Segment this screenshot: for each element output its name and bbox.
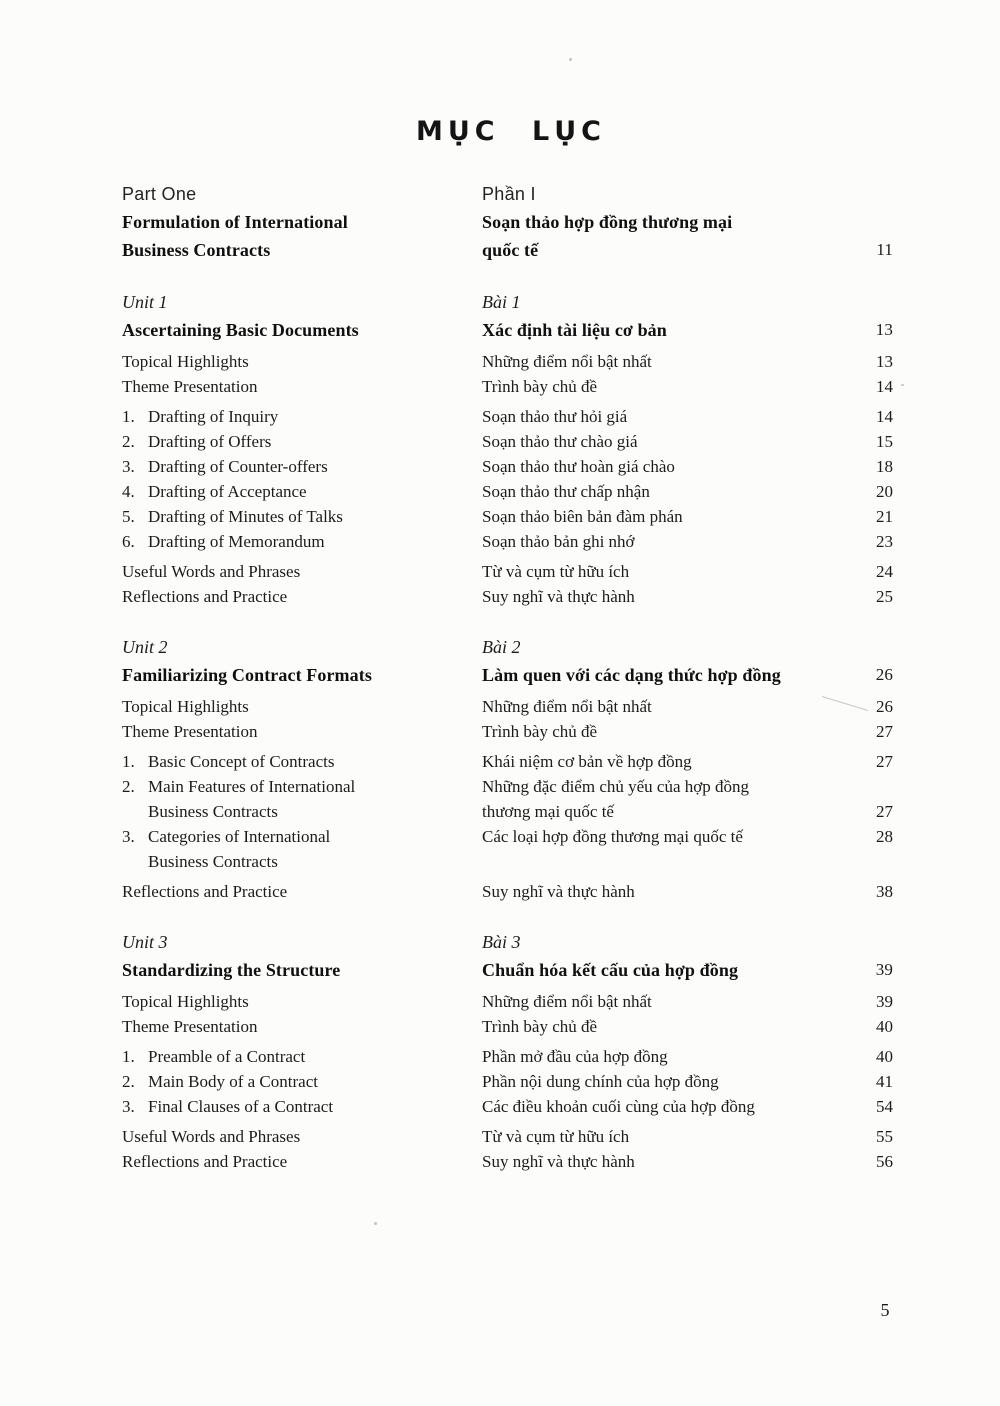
- toc-entry-vietnamese-text: Bài 2: [482, 637, 521, 657]
- toc-entry-english: [122, 180, 482, 208]
- toc-entry-english-text: Topical Highlights: [122, 992, 249, 1011]
- toc-entry-english: [122, 208, 482, 236]
- toc-entry-page-text: 24: [876, 562, 893, 581]
- toc-row: [122, 1094, 893, 1119]
- toc-entry-english: [122, 774, 482, 799]
- toc-entry-page: [843, 559, 893, 584]
- toc-entry-vietnamese-text: Những điểm nổi bật nhất: [482, 697, 652, 716]
- toc-entry-page: [843, 1014, 893, 1039]
- toc-entry-number: 2.: [122, 1072, 135, 1091]
- toc-entry-english-text: Drafting of Acceptance: [148, 482, 307, 501]
- toc-entry-english: [122, 1094, 482, 1119]
- toc-entry-vietnamese-text: Phần mở đầu của hợp đồng: [482, 1047, 668, 1066]
- toc-entry-english: [122, 661, 482, 689]
- toc-header-row: [122, 633, 893, 661]
- toc-entry-vietnamese-text: Chuẩn hóa kết cấu của hợp đồng: [482, 960, 739, 980]
- toc-entry-english-text: Useful Words and Phrases: [122, 562, 301, 581]
- toc-entry-page: [843, 1044, 893, 1069]
- toc-entry-vietnamese: [482, 529, 843, 554]
- toc-entry-english-text: Ascertaining Basic Documents: [122, 320, 359, 340]
- toc-entry-vietnamese-text: Suy nghĩ và thực hành: [482, 1152, 635, 1171]
- toc-entry-english: [122, 429, 482, 454]
- toc-entry-vietnamese: [482, 824, 843, 849]
- toc-group: [122, 404, 893, 554]
- toc-entry-page-text: 13: [876, 352, 893, 371]
- toc-entry-page-text: 39: [875, 960, 893, 979]
- toc-entry-english-text: Theme Presentation: [122, 377, 258, 396]
- toc-entry-english: [122, 479, 482, 504]
- toc-entry-page: [843, 180, 893, 208]
- toc-section-header: [122, 180, 893, 264]
- toc-entry-english: [122, 956, 482, 984]
- toc-entry-vietnamese-text: Suy nghĩ và thực hành: [482, 587, 635, 606]
- toc-entry-vietnamese-text: Soạn thảo thư hoàn giá chào: [482, 457, 675, 476]
- toc-row: [122, 799, 893, 824]
- toc-entry-page-text: 40: [876, 1017, 893, 1036]
- toc-entry-english-text: Business Contracts: [148, 802, 278, 821]
- toc-entry-page: [843, 661, 893, 689]
- toc-entry-page-text: 18: [876, 457, 893, 476]
- toc-entry-english-text: Theme Presentation: [122, 1017, 258, 1036]
- toc-entry-english-text: Theme Presentation: [122, 722, 258, 741]
- toc-row: [122, 879, 893, 904]
- toc-entry-english: [122, 288, 482, 316]
- toc-row: [122, 1044, 893, 1069]
- toc-entry-vietnamese-text: Phần nội dung chính của hợp đồng: [482, 1072, 719, 1091]
- toc-entry-page: [843, 799, 893, 824]
- toc-entry-english: [122, 928, 482, 956]
- toc-entry-english-text: Main Body of a Contract: [148, 1072, 318, 1091]
- toc-entry-english-text: Unit 2: [122, 637, 168, 657]
- scan-speck-artifact: [569, 58, 572, 61]
- toc-header-row: [122, 956, 893, 984]
- toc-entry-number: 5.: [122, 507, 135, 526]
- toc-entry-page: [843, 956, 893, 984]
- toc-entry-english-text: Basic Concept of Contracts: [148, 752, 335, 771]
- toc-entry-english-text: Preamble of a Contract: [148, 1047, 306, 1066]
- toc-entry-vietnamese: [482, 799, 843, 824]
- toc-row: [122, 824, 893, 849]
- toc-entry-page: [843, 454, 893, 479]
- toc-entry-vietnamese-text: Khái niệm cơ bản về hợp đồng: [482, 752, 692, 771]
- toc-row: [122, 374, 893, 399]
- toc-entry-page: [843, 1094, 893, 1119]
- toc-entry-english-text: Standardizing the Structure: [122, 960, 341, 980]
- toc-entry-english-text: Unit 3: [122, 932, 168, 952]
- toc-row: [122, 694, 893, 719]
- toc-row: [122, 454, 893, 479]
- toc-entry-english-text: Drafting of Offers: [148, 432, 272, 451]
- toc-entry-page-text: 26: [876, 697, 893, 716]
- toc-entry-vietnamese: [482, 633, 843, 661]
- toc-entry-page: [843, 479, 893, 504]
- toc-entry-page: [843, 1149, 893, 1174]
- toc-row: [122, 989, 893, 1014]
- scan-speck-artifact: [374, 1222, 377, 1225]
- toc-entry-vietnamese: [482, 559, 843, 584]
- toc-entry-vietnamese-text: Từ và cụm từ hữu ích: [482, 1127, 630, 1146]
- toc-entry-english-text: Final Clauses of a Contract: [148, 1097, 334, 1116]
- toc-entry-vietnamese: [482, 208, 843, 236]
- toc-entry-page: [843, 374, 893, 399]
- toc-entry-page: [843, 928, 893, 956]
- toc-entry-english-text: Business Contracts: [148, 852, 278, 871]
- toc-entry-english: [122, 879, 482, 904]
- toc-entry-vietnamese: [482, 1014, 843, 1039]
- toc-entry-english-text: Topical Highlights: [122, 697, 249, 716]
- toc-entry-page-text: 15: [876, 432, 893, 451]
- toc-header-row: [122, 288, 893, 316]
- toc-entry-english: [122, 559, 482, 584]
- toc-entry-page-text: 56: [876, 1152, 893, 1171]
- toc-entry-english-text: Drafting of Memorandum: [148, 532, 325, 551]
- toc-row: [122, 559, 893, 584]
- toc-entry-vietnamese: [482, 180, 843, 208]
- toc-entry-page-text: 55: [876, 1127, 893, 1146]
- toc-entry-vietnamese: [482, 374, 843, 399]
- toc-entry-vietnamese-text: Suy nghĩ và thực hành: [482, 882, 635, 901]
- toc-entry-page-text: 11: [876, 240, 893, 259]
- toc-row: [122, 479, 893, 504]
- toc-row: [122, 1124, 893, 1149]
- page-number: 5: [880, 1300, 890, 1320]
- toc-header-row: [122, 928, 893, 956]
- toc-entry-page: [843, 774, 893, 799]
- toc-row: [122, 529, 893, 554]
- toc-row: [122, 774, 893, 799]
- page-title: MỤC LỤC: [416, 116, 606, 147]
- toc-entry-page: [843, 1124, 893, 1149]
- toc-entry-page-text: 26: [875, 665, 893, 684]
- toc-row: [122, 1149, 893, 1174]
- toc-entry-vietnamese: [482, 584, 843, 609]
- toc-section-part-one: [122, 180, 893, 264]
- toc-entry-english: [122, 633, 482, 661]
- toc-entry-page: [843, 849, 893, 874]
- toc-entry-english: [122, 529, 482, 554]
- toc-entry-english: [122, 749, 482, 774]
- toc-entry-english-text: Categories of International: [148, 827, 331, 846]
- toc-entry-vietnamese: [482, 404, 843, 429]
- toc-entry-vietnamese: [482, 1124, 843, 1149]
- toc-entry-page-text: 27: [876, 752, 893, 771]
- toc-entry-english-text: Drafting of Minutes of Talks: [148, 507, 343, 526]
- toc-entry-vietnamese-text: Các điều khoản cuối cùng của hợp đồng: [482, 1097, 755, 1116]
- toc-group: [122, 1124, 893, 1174]
- toc-entry-english: [122, 236, 482, 264]
- toc-entry-vietnamese: [482, 504, 843, 529]
- toc-section-header: [122, 288, 893, 344]
- toc-entry-page: [843, 584, 893, 609]
- toc-entry-english: [122, 1149, 482, 1174]
- toc-entry-vietnamese: [482, 879, 843, 904]
- toc-entry-page: [843, 694, 893, 719]
- toc-row: [122, 849, 893, 874]
- toc-entry-vietnamese: [482, 774, 843, 799]
- toc-entry-english-text: Drafting of Inquiry: [148, 407, 279, 426]
- toc-entry-page-text: 27: [876, 722, 893, 741]
- toc-entry-page: [843, 288, 893, 316]
- toc-entry-vietnamese: [482, 928, 843, 956]
- toc-entry-vietnamese-text: Soạn thảo biên bản đàm phán: [482, 507, 683, 526]
- toc-entry-page-text: 28: [876, 827, 893, 846]
- toc-entry-vietnamese-text: Những đặc điểm chủ yếu của hợp đồng: [482, 777, 749, 796]
- toc-entry-page: [843, 504, 893, 529]
- toc-group: [122, 349, 893, 399]
- toc-entry-page-text: 14: [876, 377, 893, 396]
- toc-entry-english: [122, 1044, 482, 1069]
- toc-entry-vietnamese: [482, 661, 843, 689]
- toc-entry-english: [122, 374, 482, 399]
- toc-entry-page-text: 39: [876, 992, 893, 1011]
- toc-row: [122, 1069, 893, 1094]
- toc-entry-page: [843, 429, 893, 454]
- toc-entry-english: [122, 349, 482, 374]
- toc-entry-number: 1.: [122, 407, 135, 426]
- toc-entry-number: 2.: [122, 432, 135, 451]
- toc-row: [122, 1014, 893, 1039]
- toc-row: [122, 749, 893, 774]
- toc-entry-english-text: Topical Highlights: [122, 352, 249, 371]
- toc-entry-english-text: Familiarizing Contract Formats: [122, 665, 372, 685]
- toc-entry-vietnamese: [482, 349, 843, 374]
- toc-entry-english: [122, 1069, 482, 1094]
- scan-speck-artifact: [901, 384, 904, 386]
- toc-group: [122, 1044, 893, 1119]
- toc-entry-page: [843, 879, 893, 904]
- toc-group: [122, 694, 893, 744]
- toc-entry-page: [843, 529, 893, 554]
- toc-entry-vietnamese: [482, 1094, 843, 1119]
- toc-group: [122, 989, 893, 1039]
- toc-group: [122, 559, 893, 609]
- toc-entry-page-text: 20: [876, 482, 893, 501]
- toc-entry-english-text: Unit 1: [122, 292, 168, 312]
- toc-entry-vietnamese-text: Soạn thảo thư chào giá: [482, 432, 638, 451]
- toc-entry-page-text: 38: [876, 882, 893, 901]
- toc-entry-number: 4.: [122, 482, 135, 501]
- toc-entry-english: [122, 1124, 482, 1149]
- toc-entry-vietnamese: [482, 989, 843, 1014]
- toc-entry-page-text: 23: [876, 532, 893, 551]
- toc-entry-page-text: 41: [876, 1072, 893, 1091]
- toc-entry-vietnamese: [482, 316, 843, 344]
- toc-section-unit-1: [122, 288, 893, 609]
- toc-entry-english: [122, 454, 482, 479]
- toc-entry-page: [843, 404, 893, 429]
- toc-entry-page-text: 54: [876, 1097, 893, 1116]
- toc-section-unit-3: [122, 928, 893, 1174]
- toc-entry-page: [843, 719, 893, 744]
- toc-entry-vietnamese: [482, 1149, 843, 1174]
- toc-entry-vietnamese: [482, 1069, 843, 1094]
- toc-entry-vietnamese: [482, 288, 843, 316]
- toc-entry-english-text: Reflections and Practice: [122, 882, 288, 901]
- toc-entry-english: [122, 849, 482, 874]
- toc-entry-vietnamese-text: Soạn thảo thư hỏi giá: [482, 407, 628, 426]
- toc-entry-page-text: 13: [875, 320, 893, 339]
- toc-entry-english: [122, 1014, 482, 1039]
- toc-section-header: [122, 928, 893, 984]
- toc-entry-vietnamese-text: thương mại quốc tế: [482, 802, 614, 821]
- toc-entry-page: [843, 208, 893, 236]
- toc-section-header: [122, 633, 893, 689]
- toc-header-row: [122, 661, 893, 689]
- toc-entry-page: [843, 236, 893, 264]
- toc-entry-page-text: 21: [876, 507, 893, 526]
- toc-entry-vietnamese-text: Soạn thảo bản ghi nhớ: [482, 532, 635, 551]
- toc-group: [122, 749, 893, 874]
- toc-entry-english: [122, 694, 482, 719]
- toc-header-row: [122, 316, 893, 344]
- toc-entry-vietnamese: [482, 849, 843, 874]
- toc-entry-vietnamese-text: Soạn thảo thư chấp nhận: [482, 482, 650, 501]
- toc-header-row: [122, 208, 893, 236]
- toc-entry-page: [843, 349, 893, 374]
- toc-entry-vietnamese-text: Trình bày chủ đề: [482, 1017, 598, 1036]
- toc-entry-vietnamese: [482, 1044, 843, 1069]
- toc-row: [122, 349, 893, 374]
- toc-entry-vietnamese: [482, 956, 843, 984]
- toc-entry-vietnamese-text: quốc tế: [482, 240, 539, 260]
- toc-entry-page-text: 25: [876, 587, 893, 606]
- toc-entry-vietnamese-text: Trình bày chủ đề: [482, 722, 598, 741]
- toc-entry-number: 1.: [122, 1047, 135, 1066]
- toc-entry-vietnamese-text: Phần I: [482, 184, 536, 204]
- toc-header-row: [122, 236, 893, 264]
- toc-entry-english-text: Reflections and Practice: [122, 1152, 288, 1171]
- toc-entry-page: [843, 316, 893, 344]
- toc-row: [122, 504, 893, 529]
- toc-entry-english-text: Formulation of International: [122, 212, 348, 232]
- toc-entry-english: [122, 404, 482, 429]
- toc-entry-english-text: Drafting of Counter-offers: [148, 457, 328, 476]
- toc-entry-vietnamese-text: Bài 3: [482, 932, 521, 952]
- toc-entry-number: 2.: [122, 777, 135, 796]
- toc-entry-english: [122, 989, 482, 1014]
- toc-entry-number: 3.: [122, 457, 135, 476]
- toc-row: [122, 404, 893, 429]
- toc-entry-english: [122, 799, 482, 824]
- toc-entry-vietnamese-text: Bài 1: [482, 292, 521, 312]
- toc-entry-english: [122, 316, 482, 344]
- toc-header-row: [122, 180, 893, 208]
- toc-entry-vietnamese: [482, 749, 843, 774]
- toc-entry-english: [122, 504, 482, 529]
- toc-entry-vietnamese: [482, 479, 843, 504]
- toc-entry-english: [122, 824, 482, 849]
- toc-row: [122, 584, 893, 609]
- toc-entry-number: 3.: [122, 827, 135, 846]
- toc-group: [122, 879, 893, 904]
- table-of-contents: [122, 180, 893, 1174]
- toc-entry-vietnamese: [482, 694, 843, 719]
- toc-row: [122, 719, 893, 744]
- toc-entry-vietnamese: [482, 719, 843, 744]
- toc-entry-english-text: Part One: [122, 184, 197, 204]
- toc-entry-english-text: Business Contracts: [122, 240, 271, 260]
- toc-entry-vietnamese-text: Các loại hợp đồng thương mại quốc tế: [482, 827, 743, 846]
- toc-entry-english: [122, 584, 482, 609]
- toc-entry-vietnamese-text: Xác định tài liệu cơ bản: [482, 320, 667, 340]
- toc-entry-vietnamese-text: Từ và cụm từ hữu ích: [482, 562, 630, 581]
- toc-entry-page-text: 14: [876, 407, 893, 426]
- toc-entry-vietnamese-text: Làm quen với các dạng thức hợp đồng: [482, 665, 781, 685]
- toc-entry-vietnamese: [482, 429, 843, 454]
- toc-entry-number: 1.: [122, 752, 135, 771]
- toc-entry-vietnamese-text: Những điểm nổi bật nhất: [482, 352, 652, 371]
- toc-entry-page: [843, 1069, 893, 1094]
- toc-entry-vietnamese: [482, 454, 843, 479]
- toc-entry-number: 3.: [122, 1097, 135, 1116]
- toc-entry-page: [843, 749, 893, 774]
- toc-section-unit-2: [122, 633, 893, 904]
- toc-entry-vietnamese-text: Soạn thảo hợp đồng thương mại: [482, 212, 733, 232]
- toc-entry-english-text: Main Features of International: [148, 777, 356, 796]
- toc-entry-page-text: 27: [876, 802, 893, 821]
- toc-entry-page: [843, 989, 893, 1014]
- toc-entry-number: 6.: [122, 532, 135, 551]
- toc-entry-vietnamese: [482, 236, 843, 264]
- toc-entry-vietnamese-text: Những điểm nổi bật nhất: [482, 992, 652, 1011]
- toc-entry-english: [122, 719, 482, 744]
- toc-entry-page: [843, 633, 893, 661]
- toc-entry-english-text: Useful Words and Phrases: [122, 1127, 301, 1146]
- toc-entry-page-text: 40: [876, 1047, 893, 1066]
- toc-entry-english-text: Reflections and Practice: [122, 587, 288, 606]
- toc-row: [122, 429, 893, 454]
- toc-entry-vietnamese-text: Trình bày chủ đề: [482, 377, 598, 396]
- toc-entry-page: [843, 824, 893, 849]
